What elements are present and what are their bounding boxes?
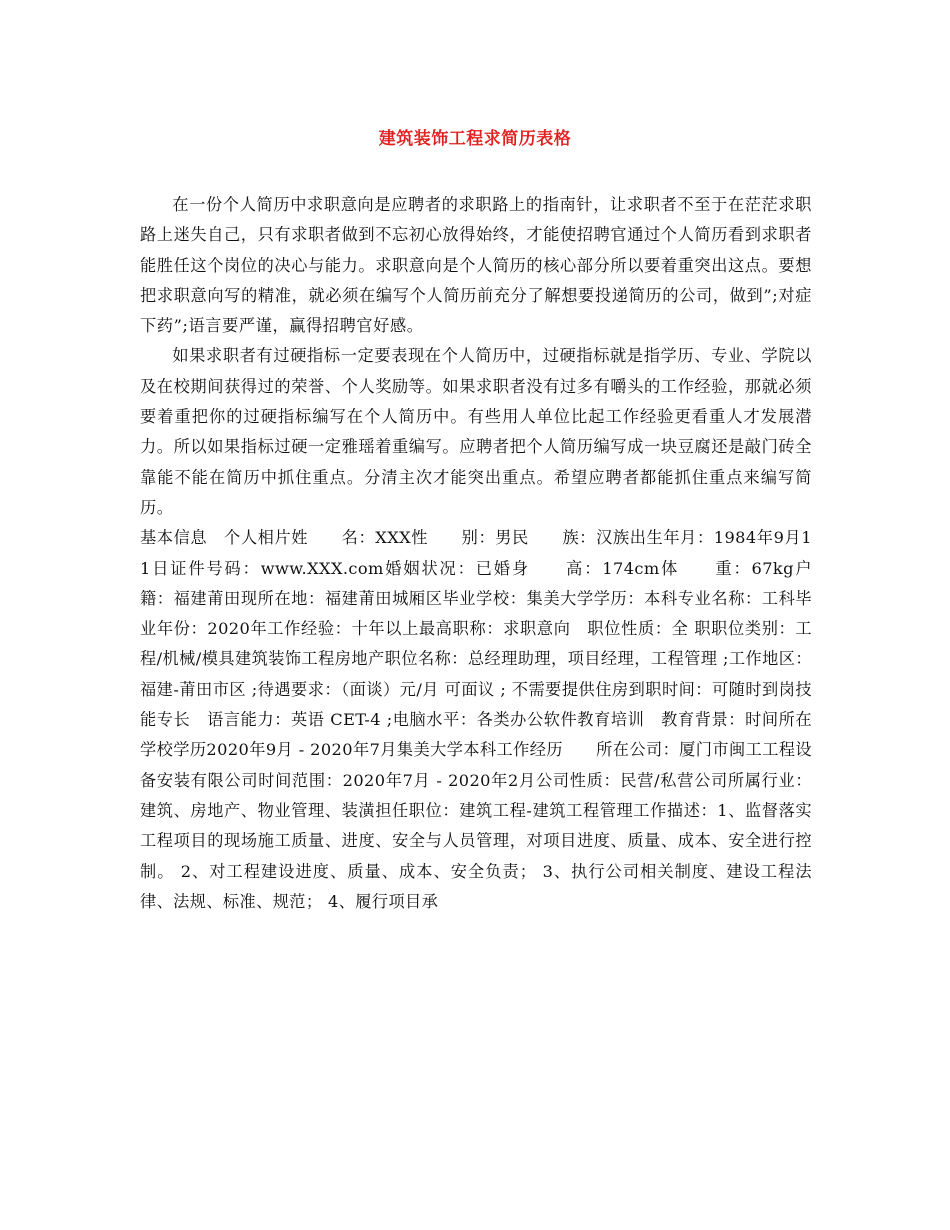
resume-details-text: 基本信息 个人相片姓 名：XXX性 别：男民 族：汉族出生年月：1984年9月11日证件号码：www.XXX.com婚姻状况：已婚身 高：174cm体 重：67kg户 籍：福建莆田现所在地：福建莆田城厢区毕业学校：集美大学学历：本科专业名称：工科毕业年份：2020年工作经验：十年以上最高职称：求职意向 职位性质：全 职职位类别：工程/机械/模具建筑装饰工程房地产职位名称：总经理助理，项目经理，工程管理 ;工作地区：福建-莆田市区 ;待遇要求：（面谈）元/月 可面议 ; 不需要提供住房到职时间：可随时到岗技能专长 语言能力：英语 CET-4 ;电脑水平：各类办公软件教育培训 教育背景：时间所在学校学历2020年9月 - 2020年7月集美大学本科工作经历 所在公司：厦门市闽工工程设备安装有限公司时间范围：2020年7月 - 2020年2月公司性质：民营/私营公司所属行业：建筑、房地产、物业管理、装潢担任职位：建筑工程-建筑工程管理工作描述：1、监督落实工程项目的现场施工质量、进度、安全与人员管理，对项目进度、质量、成本、安全进行控制。 2、对工程建设进度、质量、成本、安全负责； 3、执行公司相关制度、建设工程法律、法规、标准、规范； 4、履行项目承 — [140, 528, 846, 911]
document-title: 建筑装饰工程求简历表格 — [378, 129, 572, 149]
document-body — [140, 190, 846, 917]
paragraph-job-intention: 在一份个人简历中求职意向是应聘者的求职路上的指南针，让求职者不至于在茫茫求职路上迷失自己，只有求职者做到不忘初心放得始终，才能使招聘官通过个人简历看到求职者能胜任这个岗位的决心与能力。求职意向是个人简历的核心部分所以要着重突出这点。要想把求职意向写的精准，就必须在编写个人简历前充分了解想要投递简历的公司，做到”;对症下药”;语言要严谨，赢得招聘官好感。 — [140, 195, 812, 336]
paragraph-hard-indicators: 如果求职者有过硬指标一定要表现在个人简历中，过硬指标就是指学历、专业、学院以及在校期间获得过的荣誉、个人奖励等。如果求职者没有过多有嚼头的工作经验，那就必须要着重把你的过硬指标编写在个人简历中。有些用人单位比起工作经验更看重人才发展潜力。所以如果指标过硬一定雅瑶着重编写。应聘者把个人简历编写成一块豆腐还是敲门砖全靠能不能在简历中抓住重点。分清主次才能突出重点。希望应聘者都能抓住重点来编写简历。 — [140, 346, 812, 517]
